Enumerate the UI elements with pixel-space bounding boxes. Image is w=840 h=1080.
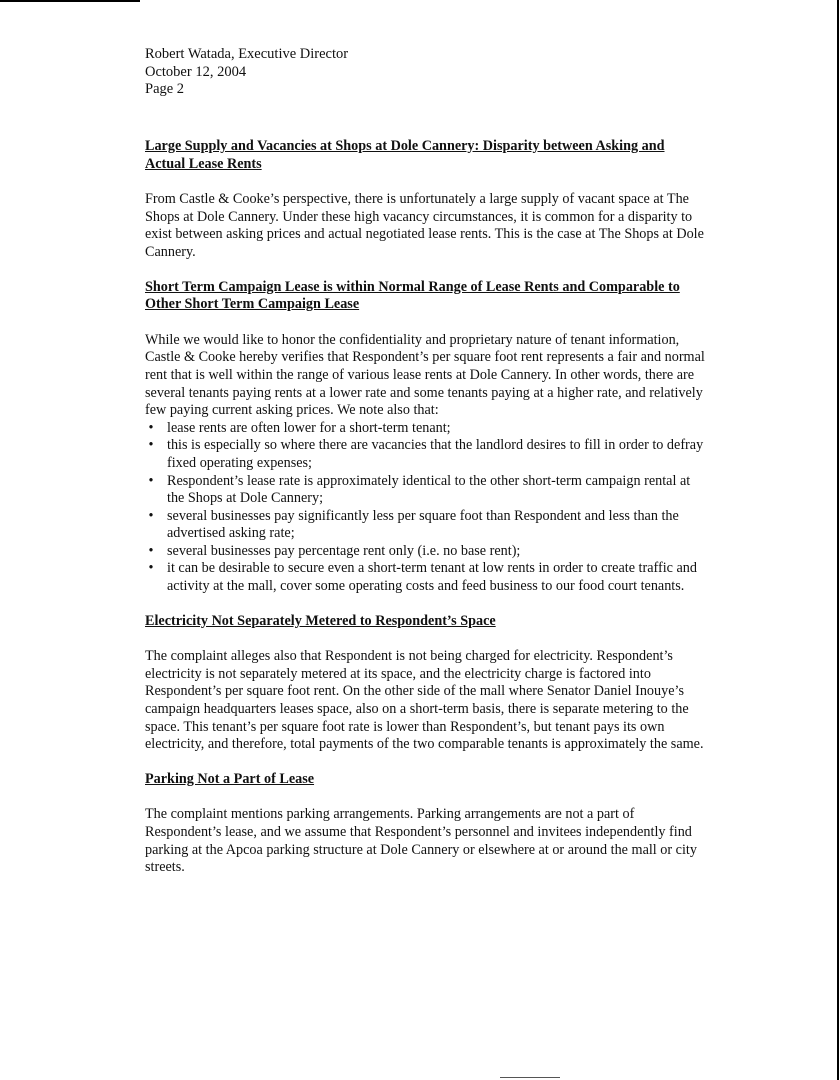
bullet-text: lease rents are often lower for a short-term tenant; xyxy=(167,419,451,436)
scan-artifact-top-left xyxy=(0,0,140,2)
bullet-icon: • xyxy=(148,437,154,454)
section-heading-parking: Parking Not a Part of Lease xyxy=(145,770,315,787)
bullet-text: it can be desirable to secure even a short-term tenant at low rents in order to create traffic and activity at the mall, cover some operating costs and feed business to our food court tenants. xyxy=(167,560,697,595)
bullet-icon: • xyxy=(148,560,154,577)
bullet-text: several businesses pay significantly less per square foot than Respondent and less than the advertised asking rate; xyxy=(167,507,679,542)
letter-body xyxy=(145,138,705,877)
section-paragraph-parking: The complaint mentions parking arrangements. Parking arrangements are not a part of Respondent’s lease, and we assume that Respondent’s personnel and invitees independently find parking at the Apcoa parking structure at Dole Cannery or elsewhere at or around the mall or city streets. xyxy=(145,806,697,876)
bullet-list xyxy=(145,420,705,596)
section-paragraph-campaign-lease: While we would like to honor the confidentiality and proprietary nature of tenant information, Castle & Cooke hereby verifies that Respondent’s per square foot rent represents a fair and normal rent that is well within the range of various lease rents at Dole Cannery. In other words, there are several tenants paying rents at a lower rate and some tenants paying at a higher rate, and relatively few paying current asking prices. We note also that: xyxy=(145,331,705,419)
bullet-text: several businesses pay percentage rent only (i.e. no base rent); xyxy=(167,542,521,559)
scan-artifact-right-edge xyxy=(837,0,839,1080)
bullet-text: Respondent’s lease rate is approximately identical to the other short-term campaign rental at the Shops at Dole Cannery; xyxy=(167,472,691,507)
page-number: Page 2 xyxy=(145,81,185,97)
list-item xyxy=(145,473,705,508)
section-heading-campaign-lease: Short Term Campaign Lease is within Normal Range of Lease Rents and Comparable to Other Short Term Campaign Lease xyxy=(145,278,680,313)
date-line: October 12, 2004 xyxy=(145,63,247,80)
section-heading-supply-vacancies: Large Supply and Vacancies at Shops at Dole Cannery: Disparity between Asking and Actual Lease Rents xyxy=(145,138,665,172)
bullet-icon: • xyxy=(148,419,154,436)
section-paragraph-electricity: The complaint alleges also that Respondent is not being charged for electricity. Respondent’s electricity is not separately metered at its space, and the electricity charge is factored into Respondent’s per square foot rent. On the other side of the mall where Senator Daniel Inouye’s campaign headquarters leases space, also on a short-term basis, there is separate metering to the space. This tenant’s per square foot rate is lower than Respondent’s, but tenant pays its own electricity, and therefore, total payments of the two comparable tenants is approximately the same. xyxy=(145,648,704,753)
section-paragraph-supply-vacancies: From Castle & Cooke’s perspective, there is unfortunately a large supply of vacant space at The Shops at Dole Cannery. Under these high vacancy circumstances, it is common for a disparity to exist between asking prices and actual negotiated lease rents. This is the case at The Shops at Dole Cannery. xyxy=(145,191,704,260)
section-heading-electricity: Electricity Not Separately Metered to Respondent’s Space xyxy=(145,612,496,629)
list-item xyxy=(145,560,705,595)
bullet-icon: • xyxy=(148,472,154,489)
recipient-line: Robert Watada, Executive Director xyxy=(145,46,349,62)
list-item xyxy=(145,508,705,543)
letter-header xyxy=(145,46,348,99)
bullet-icon: • xyxy=(148,542,154,559)
list-item xyxy=(145,437,705,472)
scan-artifact-bottom xyxy=(500,1077,560,1078)
bullet-icon: • xyxy=(148,507,154,524)
list-item xyxy=(145,543,705,561)
bullet-text: this is especially so where there are vacancies that the landlord desires to fill in order to defray fixed operating expenses; xyxy=(167,437,704,471)
list-item xyxy=(145,420,705,438)
